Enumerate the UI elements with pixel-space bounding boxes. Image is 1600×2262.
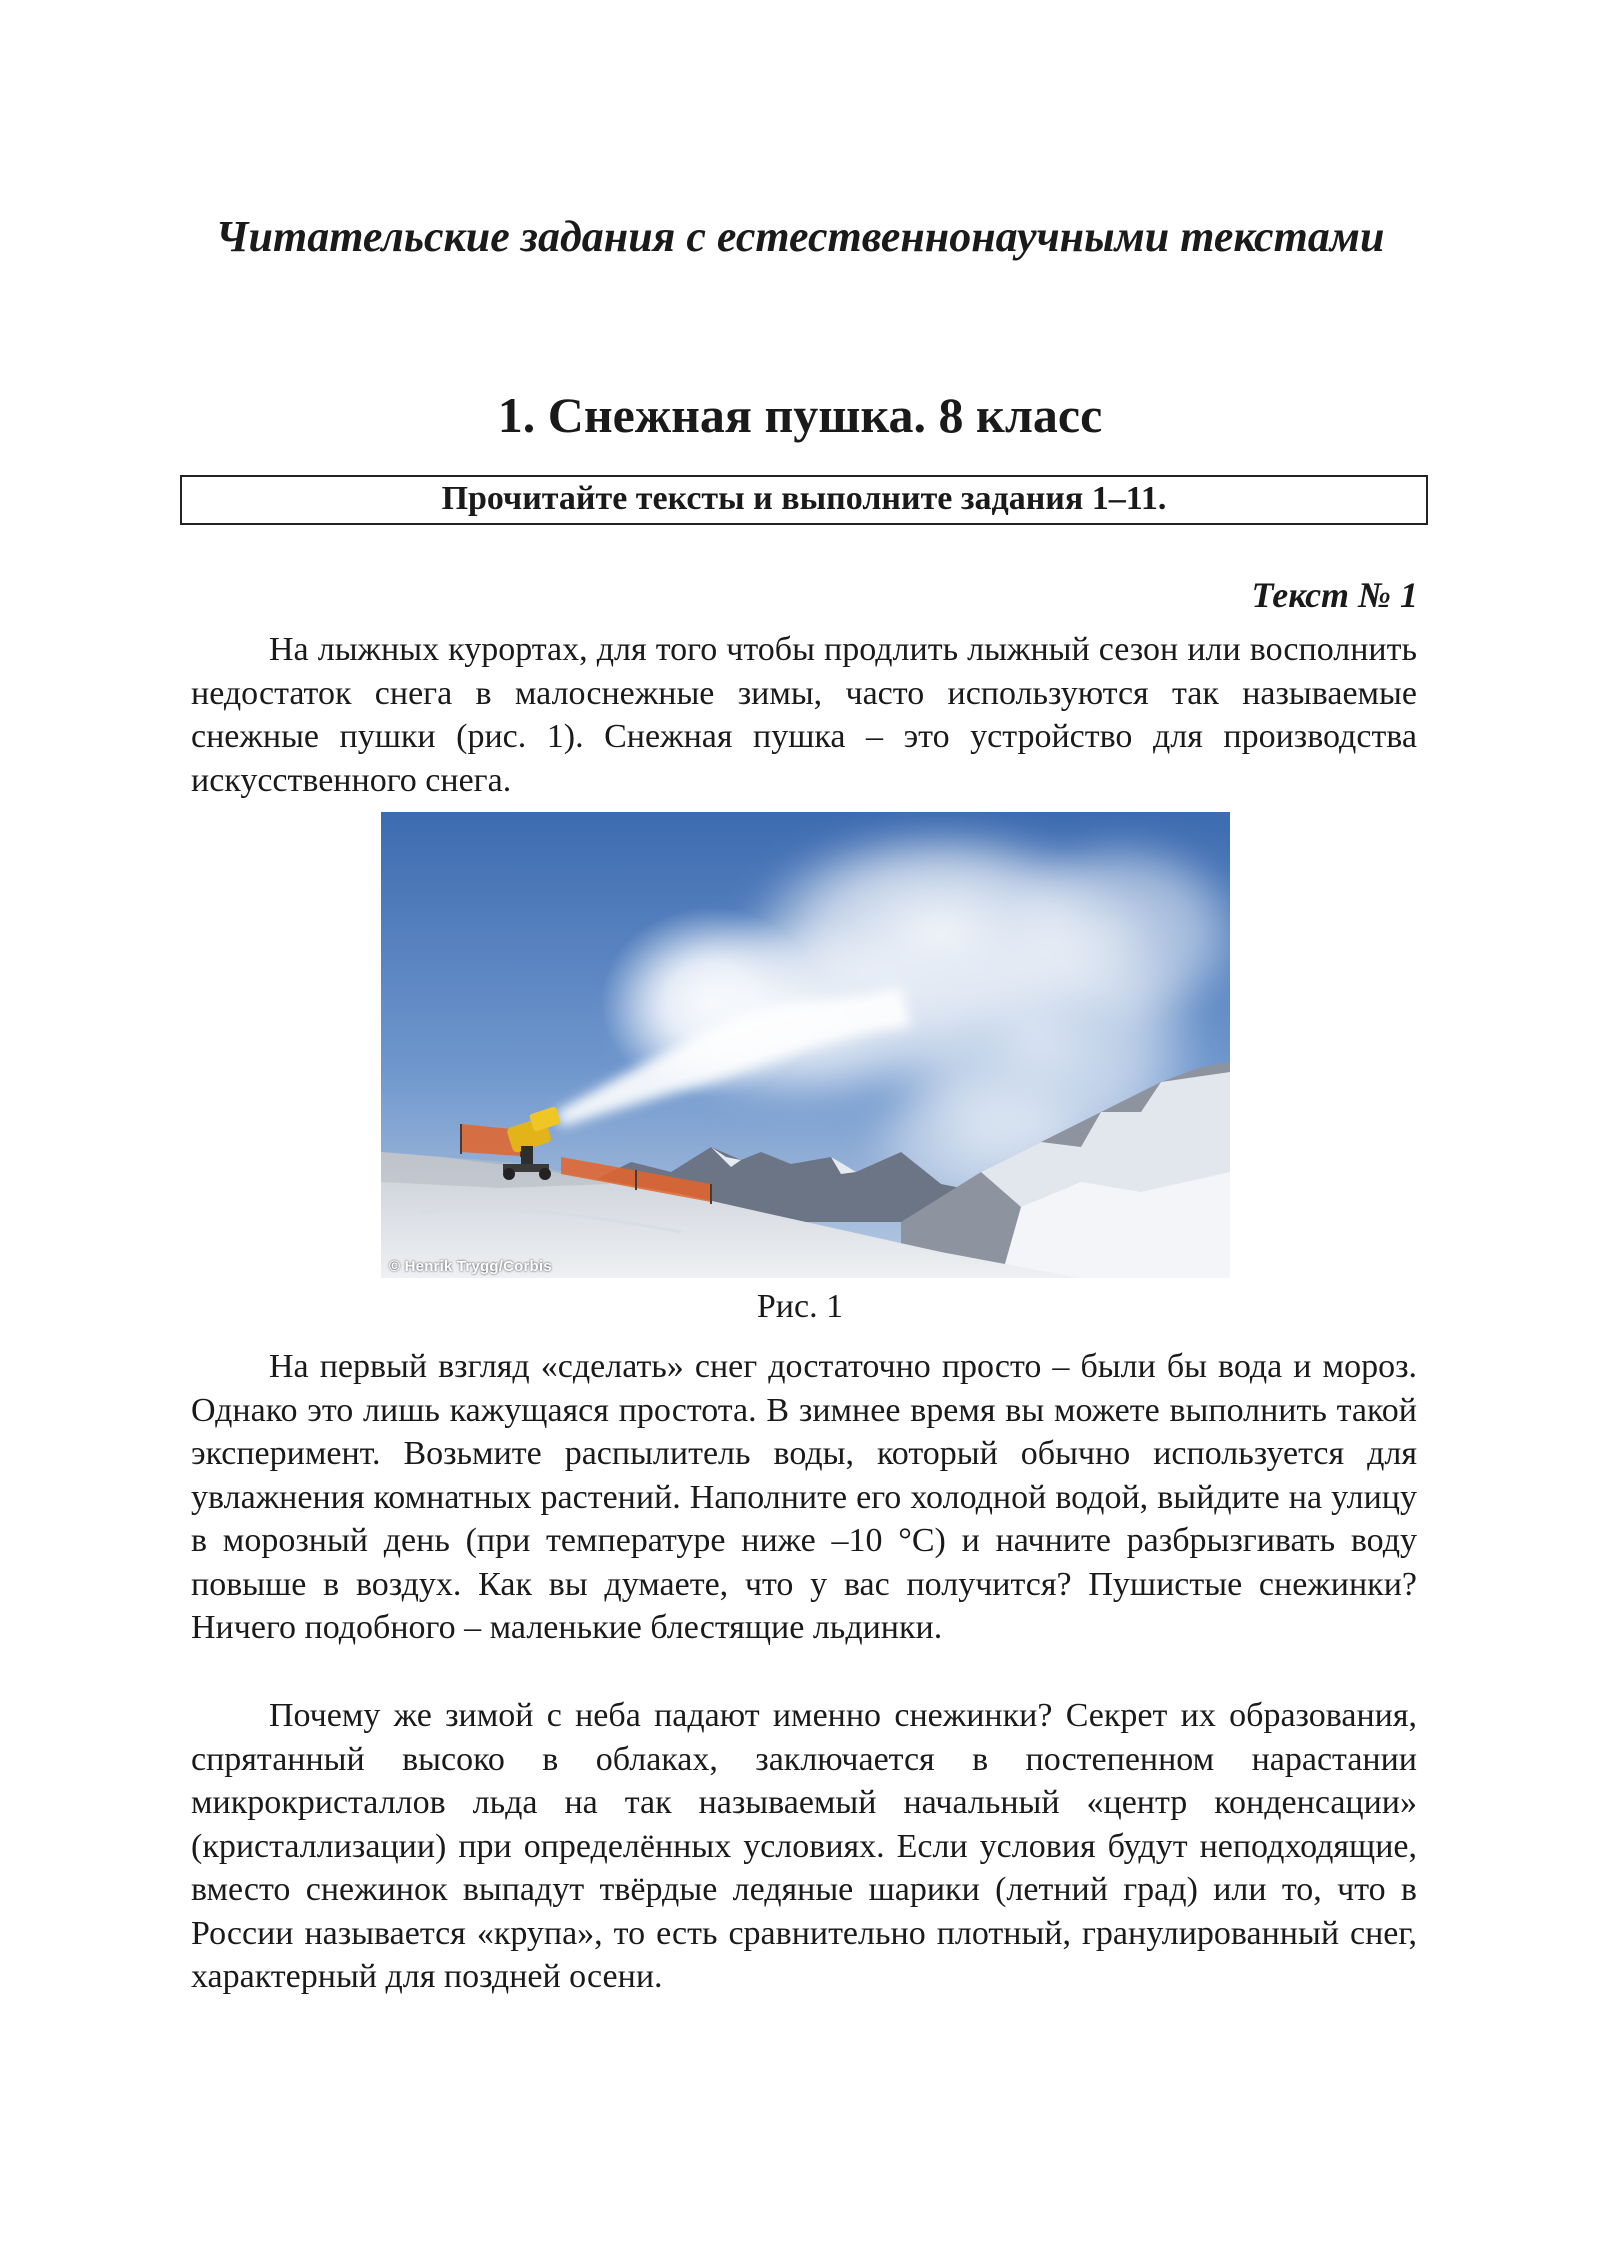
paragraph-intro: На лыжных курортах, для того чтобы продлить лыжный сезон или восполнить недостаток снега в малоснежные зимы, часто используются так называемые снежные пушки (рис. 1). Снежная пушка – это устройство для производства искусственного снега. bbox=[191, 631, 1417, 799]
document-heading: Читательские задания с естественнонаучными текстами bbox=[215, 212, 1385, 261]
figure-caption: Рис. 1 bbox=[756, 1288, 844, 1325]
snow-cannon-photo bbox=[381, 812, 1230, 1278]
paragraph-experiment: На первый взгляд «сделать» снег достаточно просто – были бы вода и мороз. Однако это лишь кажущаяся простота. В зимнее время вы можете выполнить такой эксперимент. Возьмите распылитель воды, который обычно используется для увлажнения комнатных растений. Наполните его холодной водой, выйдите на улицу в морозный день (при температуре ниже –10 °С) и начните разбрызгивать воду повыше в воздух. Как вы думаете, что у вас получится? Пушистые снежинки? Ничего подобного – маленькие блестящие льдинки. bbox=[191, 1348, 1417, 1646]
paragraph-snowflakes: Почему же зимой с неба падают именно снежинки? Секрет их образования, спрятанный высоко в облаках, заключается в постепенном нарастании микрокристаллов льда на так называемый начальный «центр конденсации» (кристаллизации) при определённых условиях. Если условия будут неподходящие, вместо снежинок выпадут твёрдые ледяные шарики (летний град) или то, что в России называется «крупа», то есть сравнительно плотный, гранулированный снег, характерный для поздней осени. bbox=[191, 1697, 1417, 1995]
section-title: 1. Снежная пушка. 8 класс bbox=[497, 387, 1103, 443]
instruction-box: Прочитайте тексты и выполните задания 1–11. bbox=[180, 475, 1428, 525]
photo-credit: © Henrik Trygg/Corbis bbox=[389, 1258, 552, 1275]
text-label: Текст № 1 bbox=[1251, 575, 1418, 615]
photo-illustration bbox=[381, 812, 1230, 1278]
